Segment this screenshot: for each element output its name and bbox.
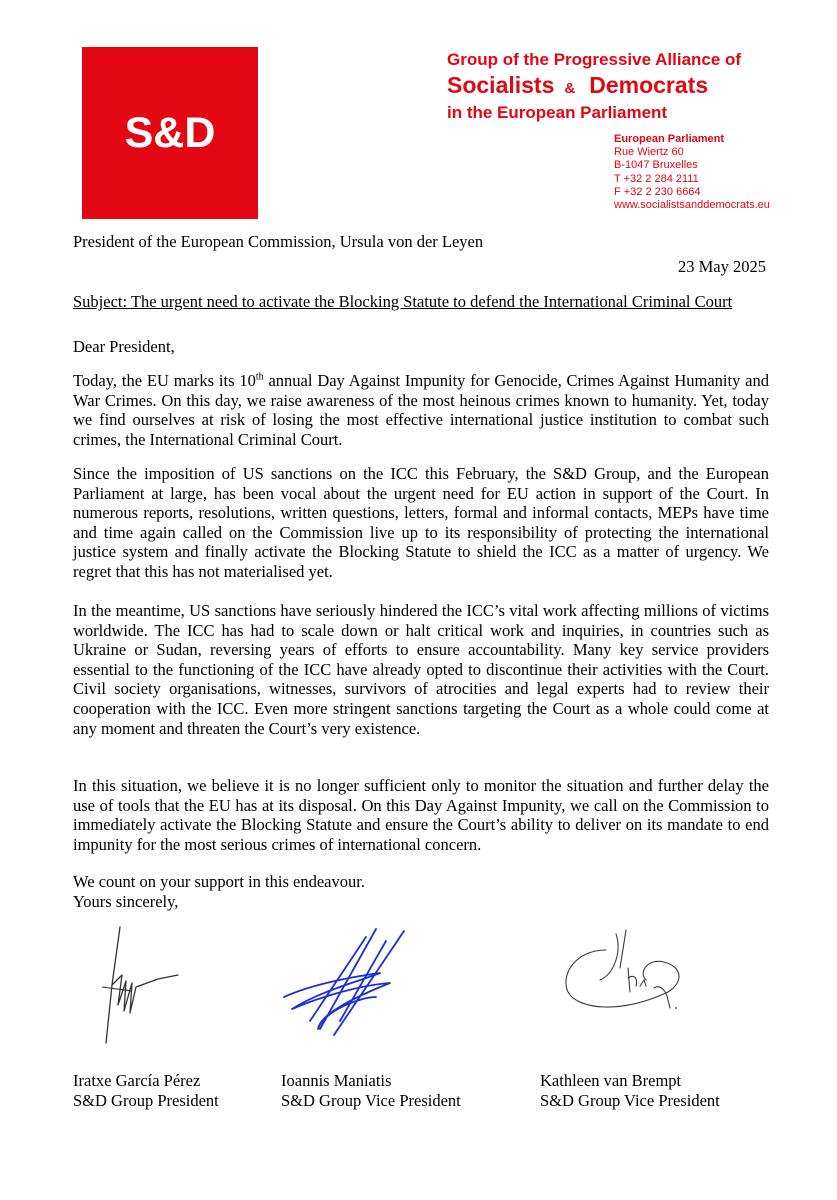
signature-van-brempt (556, 928, 696, 1028)
group-socialists: Socialists (447, 72, 555, 98)
closing-line-2: Yours sincerely, (73, 891, 179, 911)
paragraph-4: In this situation, we believe it is no longer sufficient only to monitor the situation and further delay the use of tools that the EU has at its disposal. On this Day Against Impunity, we call on the Commission to immediately activate the Blocking Statute and ensure the Court’s ability to deliver on its mandate to end impunity for the most serious crimes of international concern. (73, 776, 769, 854)
group-line-3: in the European Parliament (447, 103, 668, 122)
addressee: President of the European Commission, Ursula von der Leyen (73, 232, 484, 251)
subject-line: Subject: The urgent need to activate the Blocking Statute to defend the International Criminal Court (73, 292, 733, 311)
address-street: Rue Wiertz 60 (614, 146, 684, 159)
group-ampersand: & (564, 80, 576, 97)
logo-text: S&D (124, 108, 216, 157)
group-heading (447, 50, 741, 123)
signature-maniatis (280, 925, 420, 1045)
signatory-1 (73, 1071, 219, 1110)
signatory-3 (540, 1071, 720, 1110)
signatory-title: S&D Group President (73, 1090, 219, 1110)
paragraph-2: Since the imposition of US sanctions on the ICC this February, the S&D Group, and the European Parliament at large, has been vocal about the urgent need for EU action in support of the Court. In numerous reports, resolutions, written questions, letters, formal and informal contacts, MEPs have time and time again called on the Commission live up to its responsibility of protecting the international justice system and finally activate the Blocking Statute to shield the ICC as a matter of urgency. We regret that this has not materialised yet. (73, 464, 769, 581)
address-city: B-1047 Bruxelles (614, 159, 698, 172)
address-web: www.socialistsanddemocrats.eu (614, 199, 770, 212)
address-fax: F +32 2 230 6664 (614, 185, 701, 198)
ordinal-suffix: th (255, 371, 264, 383)
signatory-name: Iratxe García Pérez (73, 1071, 201, 1090)
closing (73, 872, 365, 911)
group-democrats: Democrats (589, 72, 709, 98)
signature-garcia (92, 925, 192, 1050)
signatory-2 (281, 1071, 461, 1110)
paragraph-1 (73, 371, 769, 449)
paragraph-1-start: Today, the EU marks its 10 (73, 371, 256, 390)
signatory-title: S&D Group Vice President (540, 1090, 720, 1110)
signatory-title: S&D Group Vice President (281, 1090, 461, 1110)
address-phone: T +32 2 284 2111 (614, 172, 699, 185)
signatory-name: Kathleen van Brempt (540, 1071, 682, 1090)
sd-logo (82, 47, 258, 219)
letter-date: 23 May 2025 (678, 257, 766, 276)
address-institution: European Parliament (614, 133, 725, 145)
closing-line-1: We count on your support in this endeavour. (73, 872, 365, 891)
salutation: Dear President, (73, 337, 175, 356)
signatory-name: Ioannis Maniatis (281, 1071, 392, 1090)
group-line-2 (447, 71, 741, 103)
paragraph-3: In the meantime, US sanctions have seriously hindered the ICC’s vital work affecting millions of victims worldwide. The ICC has had to scale down or halt critical work and inquiries, in countries such as Ukraine or Sudan, reversing years of efforts to ensure accountability. Many key service providers essential to the functioning of the ICC have already opted to discontinue their activities with the Court. Civil society organisations, witnesses, survivors of atrocities and legal experts had to review their cooperation with the ICC. Even more stringent sanctions targeting the Court as a whole could come at any moment and threaten the Court’s very existence. (73, 601, 769, 738)
group-line-1: Group of the Progressive Alliance of (447, 50, 742, 69)
sender-address (614, 133, 770, 212)
paragraph-1-rest: annual Day Against Impunity for Genocide, Crimes Against Humanity and War Crimes. On this day, we raise awareness of the most heinous crimes known to humanity. Yet, today we find ourselves at risk of losing the most effective international justice institution to combat such crimes, the International Criminal Court. (73, 371, 769, 449)
